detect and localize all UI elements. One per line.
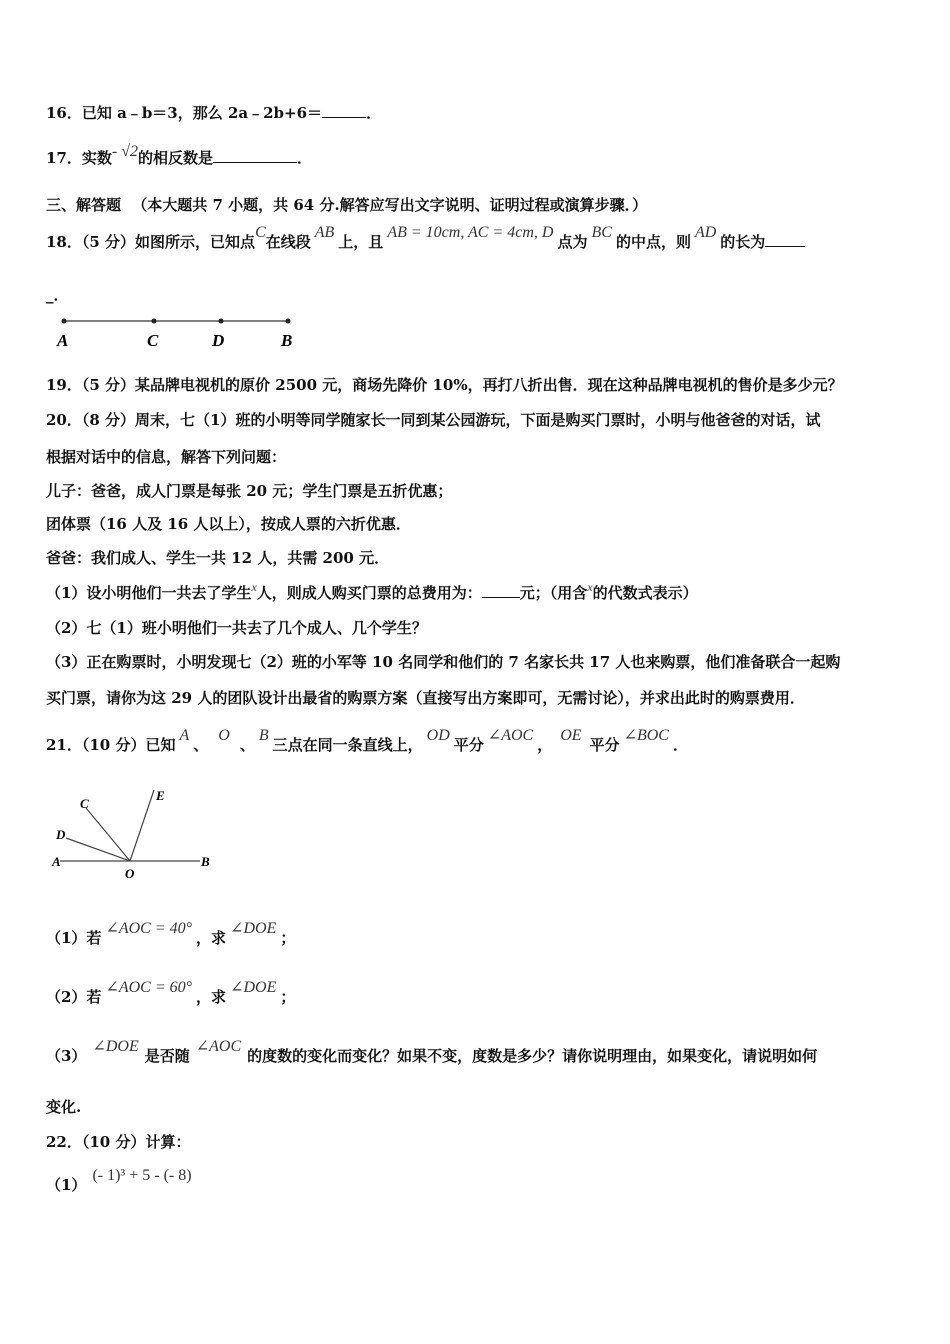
q21-math-oe: OE	[560, 727, 582, 744]
q17-end: ．	[297, 149, 313, 167]
answer-blank	[322, 103, 366, 118]
q18-text: 点为	[557, 233, 588, 251]
ray-oe	[130, 790, 154, 861]
answer-blank	[213, 148, 297, 163]
q21-p2-text: ，求	[196, 988, 227, 1006]
question-21	[46, 727, 688, 756]
q18-text: 的中点，则	[615, 233, 691, 251]
section-title: 三、解答题	[46, 196, 122, 214]
point-b	[286, 319, 291, 324]
q21-p1-math-doe: ∠DOE	[230, 920, 277, 937]
q20-score: （8 分）	[81, 411, 136, 429]
label-c: C	[80, 796, 89, 811]
q21-p3-text: 的度数的变化而变化？如果不变，度数是多少？请你说明理由，如果变化，请说明如何	[247, 1047, 818, 1065]
q21-text: 三点在同一条直线上，	[272, 736, 423, 754]
q21-text: 平分	[589, 736, 620, 754]
q17-pre: 实数	[81, 149, 112, 167]
q18-text: 上，且	[338, 233, 384, 251]
q22-part-1	[46, 1167, 192, 1196]
q18-math-ad: AD	[694, 224, 717, 241]
q21-score: （10 分）	[81, 736, 146, 754]
label-c: C	[147, 331, 159, 350]
question-18	[46, 224, 805, 253]
q21-p2-math: ∠AOC = 60°	[105, 979, 193, 996]
q22-p1-label: （1）	[46, 1176, 87, 1194]
q21-math-o: O	[218, 727, 230, 744]
q21-part-2	[46, 979, 296, 1008]
q20-group: 团体票（16 人及 16 人以上），按成人票的六折优惠．	[46, 515, 411, 533]
q21-sep: 、	[193, 736, 209, 754]
q22-text: 计算：	[145, 1133, 191, 1151]
q18-score: （5 分）	[81, 233, 136, 251]
q21-text: 已知	[145, 736, 176, 754]
q16-end: ．	[366, 104, 382, 122]
question-20	[46, 410, 821, 430]
label-a: A	[52, 854, 61, 869]
q21-math-od: OD	[426, 727, 450, 744]
point-c	[152, 319, 157, 324]
q18-text: 在线段	[265, 233, 311, 251]
q18-math-bc: BC	[591, 224, 612, 241]
q18-text: 如图所示，已知点	[135, 233, 256, 251]
q18-math-ab: AB	[314, 224, 335, 241]
q16-number: 16．	[46, 104, 82, 122]
q21-part-3	[46, 1038, 818, 1067]
question-17	[46, 143, 313, 169]
q20-text: 周末，七（1）班的小明等同学随家长一同到某公园游玩，下面是购买门票时，小明与他爸爸的对话，试	[135, 411, 821, 429]
q20-p1-text: 人，则成人购买门票的总费用为：	[256, 584, 482, 602]
q21-math-aoc: ∠AOC	[487, 727, 534, 744]
answer-blank	[765, 232, 805, 247]
q21-p1-text: （1）若	[46, 929, 102, 947]
label-a: A	[57, 331, 69, 350]
q18-continuation: _．	[46, 286, 69, 304]
label-e: E	[156, 788, 165, 803]
q18-text: 的长为	[720, 233, 766, 251]
q17-math: - √2	[111, 143, 138, 160]
label-b: B	[201, 854, 210, 869]
q21-number: 21．	[46, 736, 82, 754]
q20-math-x: x	[251, 580, 257, 594]
q20-part-2: （2）七（1）班小明他们一共去了几个成人、几个学生？	[46, 619, 427, 637]
q20-son: 儿子：爸爸，成人门票是每张 20 元；学生门票是五折优惠；	[46, 482, 453, 500]
q21-p3-math-aoc: ∠AOC	[195, 1038, 242, 1055]
q21-p1-text: ，求	[196, 929, 227, 947]
q19-score: （5 分）	[81, 376, 136, 394]
label-b: B	[281, 331, 293, 350]
q21-part-3-cont: 变化.	[46, 1098, 82, 1116]
q22-p1-math: (- 1)³ + 5 - (- 8)	[92, 1167, 192, 1184]
q21-end: ．	[672, 736, 688, 754]
q16-text: 已知 a﹣b＝3，那么 2a﹣2b+6＝	[81, 104, 323, 122]
question-19	[46, 375, 843, 395]
point-d	[219, 319, 224, 324]
q21-p1-end: ；	[280, 929, 296, 947]
q20-number: 20．	[46, 411, 82, 429]
q20-dad: 爸爸：我们成人、学生一共 12 人，共需 200 元．	[46, 549, 390, 567]
q21-p3-text: 是否随	[144, 1047, 190, 1065]
q20-part-3-cont: 买门票，请你为这 29 人的团队设计出最省的购票方案（直接写出方案即可，无需讨论），并求出此时的购票费用．	[46, 689, 805, 707]
q19-number: 19．	[46, 376, 82, 394]
q21-math-boc: ∠BOC	[623, 727, 669, 744]
q17-number: 17．	[46, 149, 82, 167]
label-d: D	[56, 827, 66, 842]
answer-blank	[482, 583, 520, 598]
q20-p1-text: （1）设小明他们一共去了学生	[46, 584, 252, 602]
question-16	[46, 103, 381, 123]
q21-p2-math-doe: ∠DOE	[230, 979, 277, 996]
q20-p1-text: 元；（用含	[519, 584, 588, 602]
q20-math-x: x	[587, 580, 593, 594]
q21-text: 平分	[453, 736, 484, 754]
q20-text-cont: 根据对话中的信息，解答下列问题：	[46, 448, 287, 466]
q18-math-c: C	[255, 224, 266, 241]
q22-number: 22．	[46, 1133, 82, 1151]
q21-p1-math: ∠AOC = 40°	[105, 920, 193, 937]
q21-p3-text: （3）	[46, 1047, 87, 1065]
angle-figure	[50, 786, 220, 886]
q21-p3-math-doe: ∠DOE	[92, 1038, 139, 1055]
q21-part-1	[46, 920, 296, 949]
question-22	[46, 1132, 191, 1152]
section-heading	[46, 195, 647, 215]
q18-number: 18．	[46, 233, 82, 251]
label-d: D	[212, 331, 225, 350]
q21-sep: ，	[537, 736, 553, 754]
q21-p2-text: （2）若	[46, 988, 102, 1006]
point-a	[62, 319, 67, 324]
q21-p2-end: ；	[280, 988, 296, 1006]
q22-score: （10 分）	[81, 1133, 146, 1151]
q20-part-1	[46, 580, 698, 604]
segment-figure	[50, 314, 310, 354]
q20-p1-text: 的代数式表示）	[592, 584, 698, 602]
q17-post: 的相反数是	[138, 149, 214, 167]
section-note: （本大题共 7 小题，共 64 分.解答应写出文字说明、证明过程或演算步骤．）	[132, 196, 648, 214]
q21-math-b: B	[258, 727, 269, 744]
q20-part-3: （3）正在购票时，小明发现七（2）班的小军等 10 名同学和他们的 7 名家长共 17 人也来购票，他们准备联合一起购	[46, 653, 841, 671]
label-o: O	[125, 866, 135, 881]
q21-math-a: A	[179, 727, 190, 744]
q19-text: 某品牌电视机的原价 2500 元，商场先降价 10%，再打八折出售．现在这种品牌电视机的售价是多少元？	[135, 376, 843, 394]
q18-math-condition: AB = 10cm, AC = 4cm, D	[387, 224, 554, 241]
q21-sep: 、	[239, 736, 255, 754]
